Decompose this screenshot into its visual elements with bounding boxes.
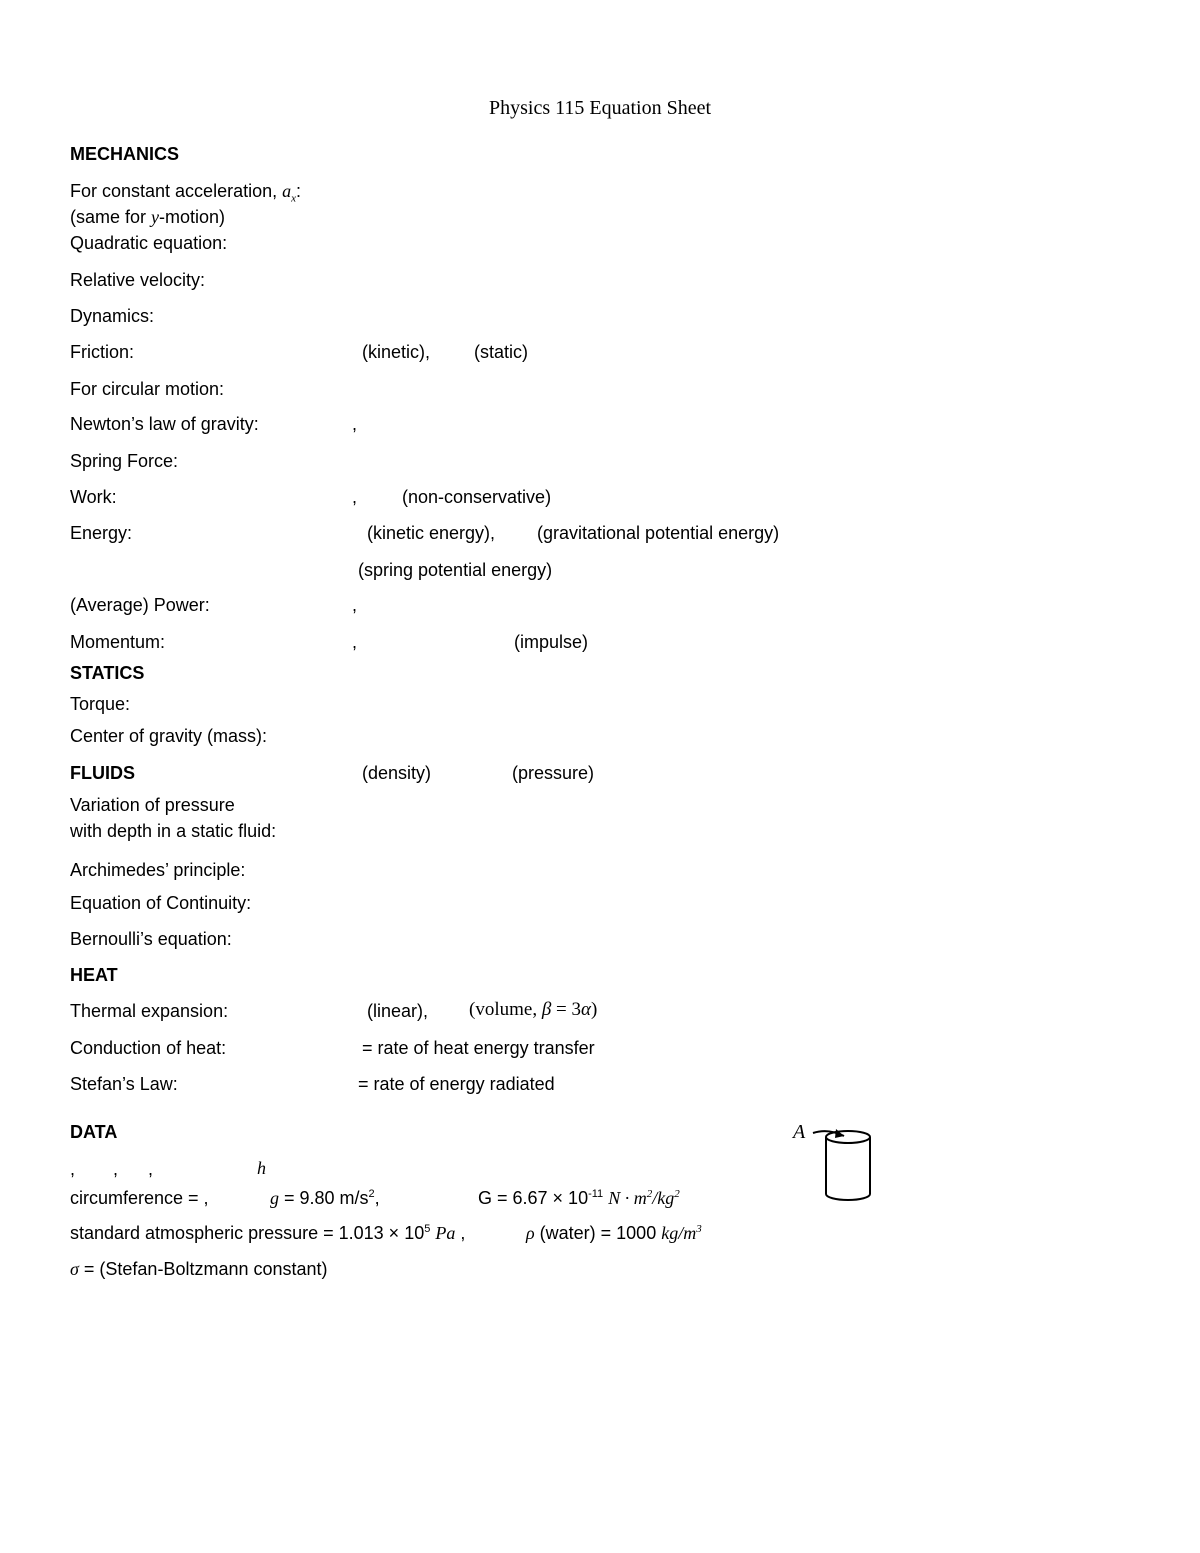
pressure-variation-line2: with depth in a static fluid: — [70, 821, 277, 841]
dynamics-label: Dynamics: — [70, 306, 155, 326]
gravitational-constant: $G = 6.67 \times 10^{-11}$ $N \cdot m^2/kg^2$ — [478, 1188, 680, 1208]
const-accel-label: For constant acceleration, $a_x$: — [70, 181, 302, 205]
bernoulli-label: Bernoulli’s equation: — [70, 929, 232, 949]
fluids-density: (density) — [362, 763, 432, 783]
energy-kinetic: (kinetic energy), — [367, 523, 496, 543]
gravity-law-label: Newton’s law of gravity: — [70, 414, 259, 434]
thermal-linear: (linear), — [367, 1001, 429, 1021]
work-nonconservative: (non-conservative) — [402, 487, 552, 507]
quadratic-label: Quadratic equation: — [70, 233, 228, 253]
alpha-var: α — [581, 999, 591, 1020]
same-for-y-label: (same for y-motion) — [70, 207, 226, 227]
gravity-comma: , — [352, 414, 358, 434]
rho-var: ρ — [526, 1223, 535, 1243]
h-symbol: h — [257, 1158, 266, 1178]
friction-static: (static) — [474, 342, 528, 362]
momentum-comma: , — [352, 632, 358, 652]
stefan-law-label: Stefan’s Law: — [70, 1074, 178, 1094]
friction-label: Friction: — [70, 342, 135, 362]
y-var: y — [151, 207, 160, 227]
circumference-label: circumference = , — [70, 1188, 209, 1208]
friction-kinetic: (kinetic), — [362, 342, 431, 362]
data-comma-2: , — [113, 1159, 119, 1179]
conduction-label: Conduction of heat: — [70, 1038, 227, 1058]
const-accel-sub: x — [291, 192, 296, 205]
conduction-desc: = rate of heat energy transfer — [362, 1038, 595, 1058]
data-heading: DATA — [70, 1122, 118, 1142]
stefan-boltzmann-constant: σ = (Stefan-Boltzmann constant) — [70, 1259, 328, 1279]
g-var: g — [270, 1188, 279, 1208]
const-accel-var: a — [282, 181, 292, 201]
mechanics-heading: MECHANICS — [70, 144, 180, 164]
pa-unit: Pa — [435, 1223, 456, 1243]
energy-gravitational: (gravitational potential energy) — [537, 523, 780, 543]
work-comma: , — [352, 487, 358, 507]
cylinder-bottom — [826, 1194, 870, 1200]
area-label-a: A — [793, 1121, 806, 1143]
statics-heading: STATICS — [70, 663, 145, 683]
g-value: g = 9.80 $m/s^2$, — [270, 1188, 380, 1208]
const-accel-text: For constant acceleration, — [70, 181, 283, 201]
work-label: Work: — [70, 487, 117, 507]
energy-label: Energy: — [70, 523, 133, 543]
cylinder-diagram — [788, 1116, 888, 1208]
pressure-variation-line1: Variation of pressure — [70, 795, 235, 815]
continuity-label: Equation of Continuity: — [70, 893, 252, 913]
water-density: ρ (water) = 1000 $kg/m^3$ — [526, 1223, 702, 1243]
sigma-var: σ — [70, 1259, 79, 1279]
momentum-impulse: (impulse) — [514, 632, 589, 652]
spring-force-label: Spring Force: — [70, 451, 179, 471]
thermal-volume: (volume, β = 3α) — [469, 999, 598, 1020]
relative-velocity-label: Relative velocity: — [70, 270, 206, 290]
beta-var: β — [541, 999, 552, 1020]
data-comma-3: , — [148, 1159, 154, 1179]
atmospheric-pressure: standard atmospheric pressure = $1.013 \times 10^5$ Pa , — [70, 1223, 466, 1243]
heat-heading: HEAT — [70, 965, 118, 985]
fluids-pressure: (pressure) — [512, 763, 595, 783]
page-title: Physics 115 Equation Sheet — [488, 97, 712, 119]
power-comma: , — [352, 595, 358, 615]
archimedes-label: Archimedes’ principle: — [70, 860, 246, 880]
energy-spring: (spring potential energy) — [358, 560, 553, 580]
circular-motion-label: For circular motion: — [70, 379, 225, 399]
stefan-desc: = rate of energy radiated — [358, 1074, 555, 1094]
thermal-expansion-label: Thermal expansion: — [70, 1001, 229, 1021]
momentum-label: Momentum: — [70, 632, 166, 652]
torque-label: Torque: — [70, 694, 131, 714]
data-comma-1: , — [70, 1159, 76, 1179]
power-label: (Average) Power: — [70, 595, 210, 615]
fluids-heading: FLUIDS — [70, 763, 135, 783]
center-of-gravity-label: Center of gravity (mass): — [70, 726, 268, 746]
